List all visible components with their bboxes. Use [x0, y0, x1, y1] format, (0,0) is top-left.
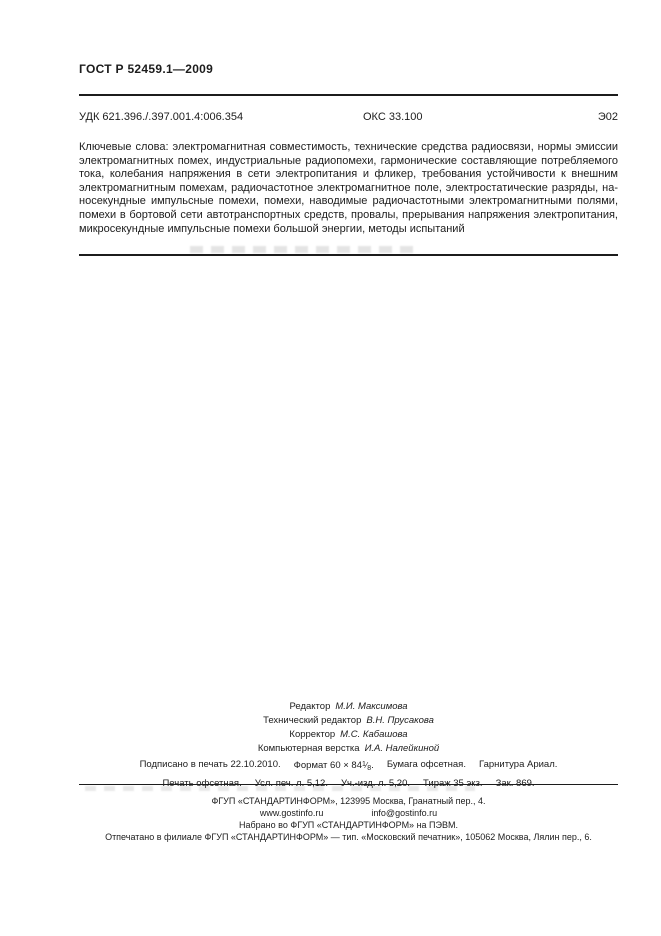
credit-role: Компьютерная верстка — [257, 743, 360, 754]
credit-name: М.И. Максимова — [335, 701, 408, 712]
publisher-printed-note: Отпечатано в филиале ФГУП «СТАНДАРТИНФОРМ» — тип. «Московский печатник», 105062 Москва, Лялин пер., 6. — [105, 832, 592, 842]
footer-divider — [79, 784, 618, 785]
credit-name: В.Н. Прусакова — [366, 715, 434, 726]
scan-artifact — [190, 246, 420, 253]
keywords-line: тока, колебания напряжения в сети электропитания и фликер, требования устойчивости к внешним — [79, 168, 618, 181]
keywords-line: микросекундные импульсные помехи большой энергии, методы испытаний — [79, 222, 465, 235]
credit-line — [79, 742, 618, 756]
imprint-paper: Бумага офсетная. — [386, 759, 466, 770]
publisher-email: info@gostinfo.ru — [371, 808, 438, 818]
credit-name: М.С. Кабашова — [340, 729, 408, 740]
imprint-signed-date: Подписано в печать 22.10.2010. — [139, 759, 281, 770]
credit-line — [79, 700, 618, 714]
doc-code-header: ГОСТ Р 52459.1—2009 — [79, 62, 214, 76]
keywords-line: Ключевые слова: электромагнитная совместимость, технические средства радиосвязи, нормы эмиссии — [79, 141, 618, 153]
keywords-line: электромагнитным помехам, радиочастотное электромагнитное поле, электростатические разряды, на- — [79, 181, 618, 194]
publisher-contacts — [79, 807, 618, 819]
classification-row — [79, 111, 618, 125]
fraction: $^1⁄_8$ — [362, 761, 372, 772]
credit-line — [79, 714, 618, 728]
imprint-line — [79, 757, 618, 776]
publisher-website: www.gostinfo.ru — [259, 808, 324, 818]
credit-role: Технический редактор — [263, 715, 362, 726]
publisher-block — [79, 795, 618, 843]
class-code: Э02 — [597, 111, 618, 123]
imprint-block — [79, 757, 618, 791]
credit-name: И.А. Налейкиной — [364, 743, 440, 754]
header-divider — [79, 94, 618, 96]
credit-line — [79, 728, 618, 742]
credit-role: Редактор — [289, 701, 331, 712]
keywords-paragraph — [79, 141, 618, 236]
publisher-address: ФГУП «СТАНДАРТИНФОРМ», 123995 Москва, Гранатный пер., 4. — [211, 796, 486, 806]
keywords-line: носекундные импульсные помехи, помехи, наводимые радиочастотными электромагнитными полями, — [79, 195, 618, 208]
oks-code: ОКС 33.100 — [363, 111, 423, 123]
udk-code: УДК 621.396./.397.001.4:006.354 — [79, 111, 244, 123]
publisher-typeset-note: Набрано во ФГУП «СТАНДАРТИНФОРМ» на ПЭВМ. — [239, 820, 458, 830]
section-divider — [79, 254, 618, 256]
credits-block — [79, 700, 618, 756]
imprint-typeface: Гарнитура Ариал. — [478, 759, 558, 770]
credit-role: Корректор — [289, 729, 336, 740]
keywords-line: электромагнитных помех, индустриальные радиопомехи, гармонические составляющие потребляемого — [79, 154, 618, 167]
imprint-format: Формат $60 \times 84^1⁄_8$. — [293, 760, 374, 772]
keywords-line: помехи в бортовой сети автотранспортных средств, провалы, прерывания напряжения электропитания, — [79, 208, 618, 221]
